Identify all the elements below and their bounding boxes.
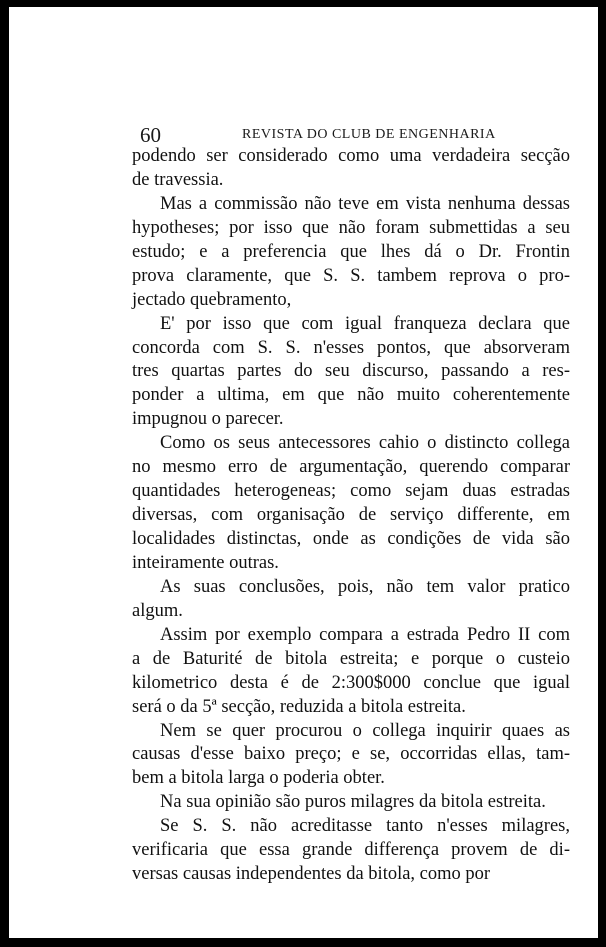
- paragraph: [132, 815, 570, 887]
- text-line: Mas a commissão não teve em vista nenhuma dessas: [160, 193, 570, 214]
- text-line: localidades distinctas, onde as condições de vida são: [132, 529, 570, 549]
- text-line: bem a bitola larga o poderia obter.: [132, 768, 385, 789]
- text-line: concorda com S. S. n'esses pontos, que absorveram: [132, 337, 570, 358]
- text-line: kilometrico desta é de 2:300$000 conclue que igual: [132, 672, 570, 693]
- paragraph: [132, 576, 570, 624]
- text-body: [132, 145, 570, 887]
- page-number: 60: [140, 123, 161, 147]
- text-line: prova claramente, que S. S. tambem reprova o pro-: [132, 265, 570, 286]
- paragraph: [132, 145, 570, 193]
- text-line: tres quartas partes do seu discurso, passando a res-: [132, 361, 570, 382]
- text-line: As suas conclusões, pois, não tem valor pratico: [160, 576, 570, 597]
- text-line: Assim por exemplo compara a estrada Pedro II com: [160, 624, 570, 645]
- text-line: será o da 5ª secção, reduzida a bitola estreita.: [132, 696, 466, 717]
- text-line: ponder a ultima, em que não muito coherentemente: [132, 385, 570, 406]
- text-line: no mesmo erro de argumentação, querendo comparar: [132, 457, 570, 478]
- text-line: quantidades heterogeneas; como sejam duas estradas: [132, 481, 570, 502]
- text-line: versas causas independentes da bitola, como por: [132, 864, 491, 885]
- text-line: podendo ser considerado como uma verdadeira secção: [132, 146, 570, 166]
- paragraph: [132, 720, 570, 792]
- text-line: inteiramente outras.: [132, 552, 279, 573]
- text-line: a de Baturité de bitola estreita; e porque o custeio: [132, 648, 570, 669]
- paragraph: [132, 624, 570, 720]
- text-line: Na sua opinião são puros milagres da bitola estreita.: [160, 792, 546, 813]
- text-line: jectado quebramento,: [132, 289, 292, 310]
- text-line: algum.: [132, 600, 183, 621]
- text-line: diversas, com organisação de serviço differente, em: [132, 505, 570, 526]
- paragraph: [132, 791, 570, 815]
- paragraph: [132, 193, 570, 313]
- text-line: E' por isso que com igual franqueza declara que: [160, 313, 570, 334]
- paragraph: [132, 432, 570, 576]
- text-line: hypotheses; por isso que não foram submettidas a seu: [132, 217, 570, 238]
- text-line: de travessia.: [132, 169, 224, 190]
- paragraph: [132, 313, 570, 433]
- text-line: verificaria que essa grande differença provem de di-: [132, 840, 570, 861]
- text-line: estudo; e a preferencia que lhes dá o Dr. Frontin: [132, 241, 570, 262]
- text-line: Se S. S. não acreditasse tanto n'esses milagres,: [160, 816, 570, 837]
- text-line: Como os seus antecessores cahio o distincto collega: [160, 433, 570, 454]
- text-line: Nem se quer procurou o collega inquirir quaes as: [160, 720, 570, 741]
- text-line: causas d'esse baixo preço; e se, occorridas ellas, tam-: [132, 744, 570, 765]
- running-title: REVISTA DO CLUB DE ENGENHARIA: [242, 127, 496, 142]
- text-line: impugnou o parecer.: [132, 409, 284, 430]
